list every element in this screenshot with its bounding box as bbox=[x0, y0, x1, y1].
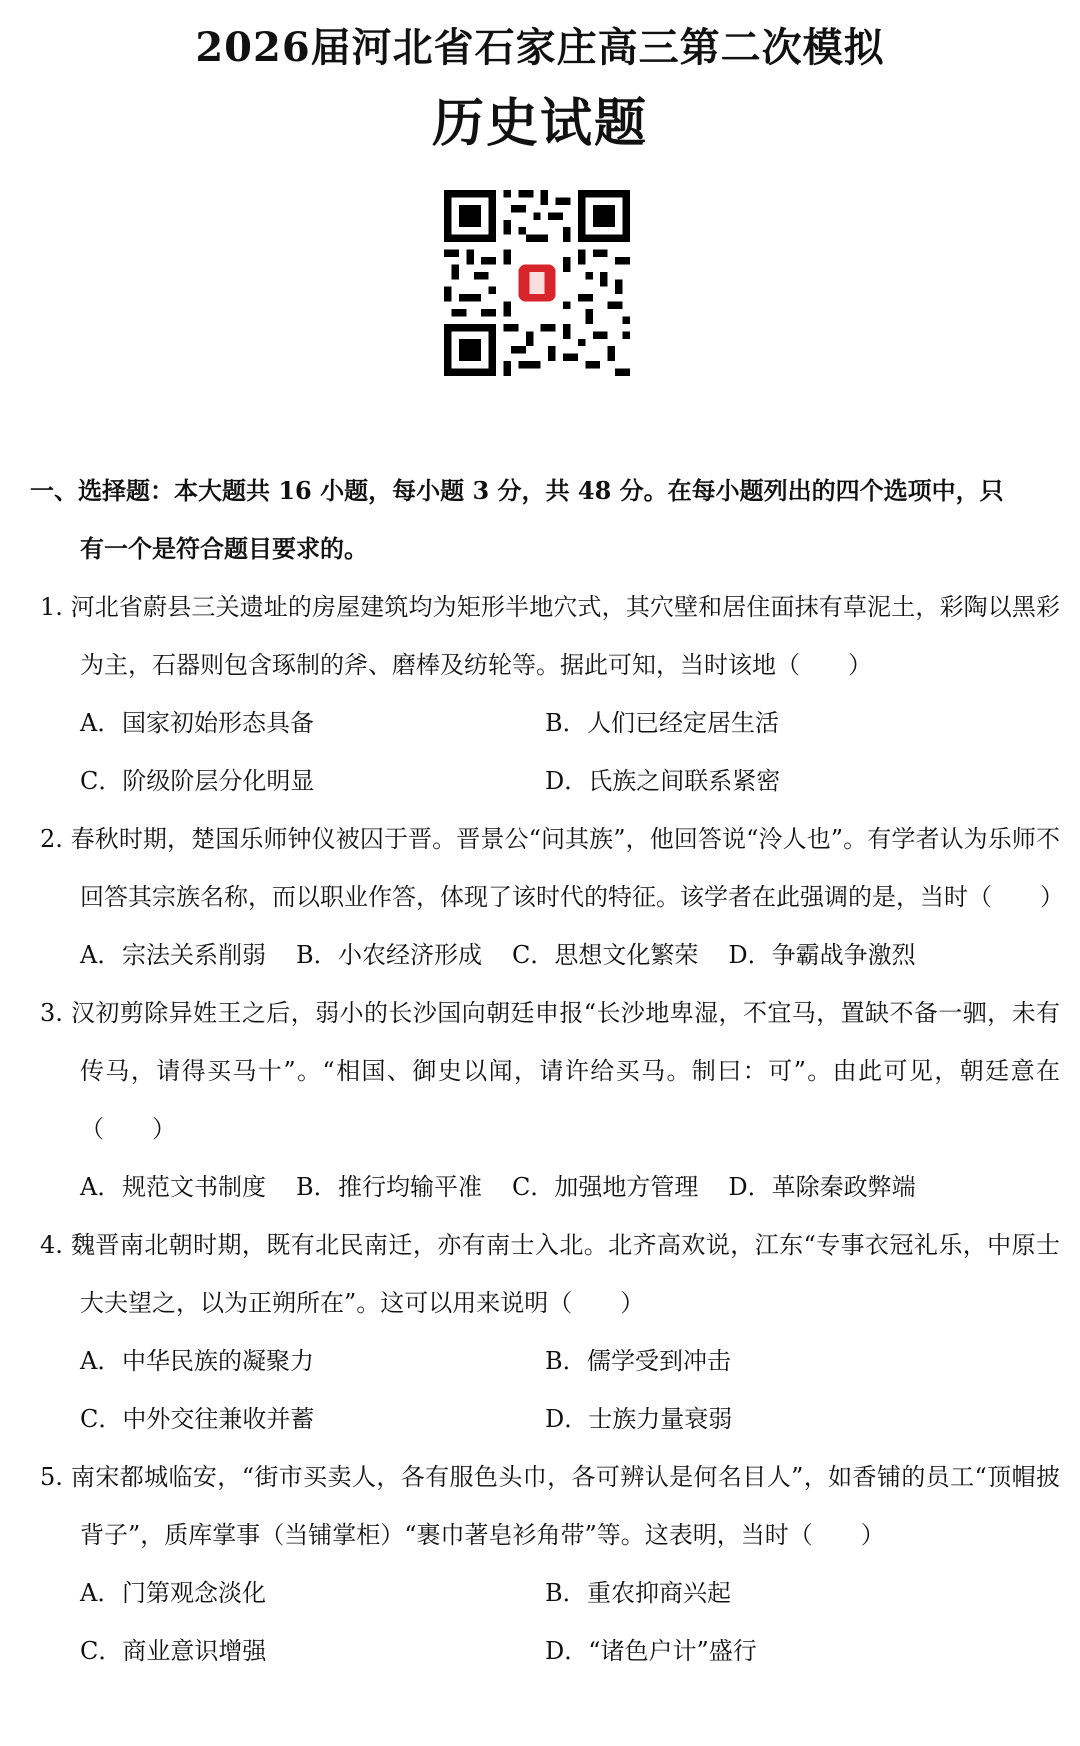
option-b: B．小农经济形成 bbox=[296, 941, 482, 969]
option-b: B．重农抑商兴起 bbox=[545, 1579, 731, 1607]
question-2 bbox=[30, 810, 1064, 984]
question-stem: 1. 河北省蔚县三关遗址的房屋建筑均为矩形半地穴式，其穴壁和居住面抹有草泥土，彩陶以黑彩为主，石器则包含琢制的斧、磨棒及纺轮等。据此可知，当时该地（ ） bbox=[40, 593, 1060, 679]
question-stem: 4. 魏晋南北朝时期，既有北民南迁，亦有南士入北。北齐高欢说，江东“专事衣冠礼乐，中原士大夫望之，以为正朔所在”。这可以用来说明（ ） bbox=[40, 1231, 1060, 1317]
option-d: D．氏族之间联系紧密 bbox=[545, 767, 781, 795]
option-a: A．国家初始形态具备 bbox=[80, 709, 314, 737]
option-c: C．阶级阶层分化明显 bbox=[80, 767, 315, 795]
question-stem: 2. 春秋时期，楚国乐师钟仪被囚于晋。晋景公“问其族”，他回答说“泠人也”。有学者认为乐师不回答其宗族名称，而以职业作答，体现了该时代的特征。该学者在此强调的是，当时（ ） bbox=[40, 825, 1064, 911]
option-d: D．士族力量衰弱 bbox=[545, 1405, 733, 1433]
option-c: C．中外交往兼收并蓄 bbox=[80, 1405, 315, 1433]
exam-title: 2026届河北省石家庄高三第二次模拟 bbox=[195, 24, 885, 71]
option-group bbox=[30, 1332, 1060, 1448]
option-b: B．推行均输平准 bbox=[296, 1173, 482, 1201]
option-group bbox=[30, 694, 1060, 810]
option-b: B．人们已经定居生活 bbox=[545, 709, 779, 737]
option-a: A．中华民族的凝聚力 bbox=[80, 1347, 314, 1375]
question-stem: 5. 南宋都城临安，“街市买卖人，各有服色头巾，各可辨认是何名目人”，如香铺的员工“顶帽披背子”，质库掌事（当铺掌柜）“裹巾著皂衫角带”等。这表明，当时（ ） bbox=[40, 1463, 1060, 1549]
option-d: D．争霸战争激烈 bbox=[728, 941, 916, 969]
section-heading bbox=[30, 462, 1060, 578]
option-a: A．规范文书制度 bbox=[80, 1173, 266, 1201]
question-3 bbox=[30, 984, 1060, 1216]
option-a: A．宗法关系削弱 bbox=[80, 941, 266, 969]
question-stem: 3. 汉初剪除异姓王之后，弱小的长沙国向朝廷申报“长沙地卑湿，不宜马，置缺不备一驷，未有传马，请得买马十”。“相国、御史以闻，请许给买马。制曰：可”。由此可见，朝廷意在（ ） bbox=[40, 999, 1060, 1143]
section-heading-line2: 有一个是符合题目要求的。 bbox=[80, 534, 368, 563]
question-4 bbox=[30, 1216, 1060, 1448]
option-a: A．门第观念淡化 bbox=[80, 1579, 266, 1607]
question-1 bbox=[30, 578, 1060, 810]
qr-code bbox=[444, 190, 630, 376]
subject-title: 历史试题 bbox=[431, 93, 648, 154]
option-c: C．商业意识增强 bbox=[80, 1637, 267, 1665]
option-c: C．加强地方管理 bbox=[512, 1173, 699, 1201]
section-heading-line1: 一、选择题：本大题共 16 小题，每小题 3 分，共 48 分。在每小题列出的四个选项中，只 bbox=[30, 476, 1004, 505]
option-b: B．儒学受到冲击 bbox=[545, 1347, 731, 1375]
question-5 bbox=[30, 1448, 1060, 1680]
question-content bbox=[30, 462, 1064, 1680]
option-group bbox=[30, 1158, 1060, 1216]
option-group bbox=[30, 926, 1060, 984]
option-group bbox=[30, 1564, 1060, 1680]
option-d: D．革除秦政弊端 bbox=[728, 1173, 916, 1201]
option-d: D．“诸色户计”盛行 bbox=[545, 1637, 757, 1665]
option-c: C．思想文化繁荣 bbox=[512, 941, 699, 969]
